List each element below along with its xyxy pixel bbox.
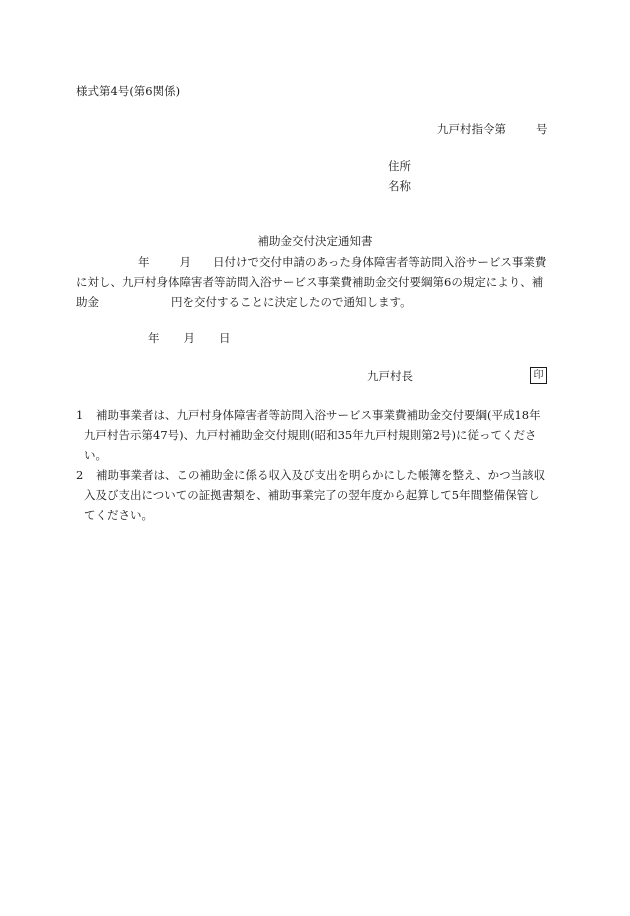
issuer-name: 九戸村長 bbox=[367, 369, 413, 383]
note-line: 補助事業者は、この補助金に係る収入及び支出を明らかにした帳簿を整え、かつ当該収 bbox=[96, 468, 546, 482]
document-title: 補助金交付決定通知書 bbox=[257, 234, 373, 248]
notes-list bbox=[76, 405, 560, 525]
body-line-2: に対し、九戸村身体障害者等訪問入浴サービス事業費補助金交付要綱第6の規定により、補 bbox=[76, 275, 544, 289]
body-line-3-start: 助金 bbox=[76, 295, 99, 309]
date-month: 月 bbox=[183, 331, 195, 345]
body-year: 年 bbox=[138, 255, 150, 269]
notice-body bbox=[76, 252, 556, 312]
seal-mark: 印 bbox=[530, 367, 547, 384]
note-line: 補助事業者は、九戸村身体障害者等訪問入浴サービス事業費補助金交付要綱(平成18年 bbox=[96, 408, 541, 422]
body-line-3-text: 円を交付することに決定したので通知します。 bbox=[171, 295, 412, 309]
body-month: 月 bbox=[179, 255, 191, 269]
note-line: 入及び支出についての証拠書類を、補助事業完了の翌年度から起算して5年間整備保管し bbox=[84, 488, 540, 502]
note-item bbox=[76, 465, 560, 525]
date-year: 年 bbox=[148, 331, 160, 345]
note-line: い。 bbox=[84, 448, 107, 462]
notice-number-suffix: 号 bbox=[536, 122, 548, 136]
name-label: 名称 bbox=[388, 179, 411, 193]
form-number: 様式第4号(第6関係) bbox=[76, 84, 181, 98]
body-line-3 bbox=[76, 292, 556, 312]
note-line: てください。 bbox=[84, 508, 153, 522]
note-text bbox=[84, 465, 560, 525]
date-day: 日 bbox=[219, 331, 231, 345]
note-number: 1 bbox=[76, 408, 84, 422]
notice-number bbox=[437, 121, 548, 137]
notice-number-prefix: 九戸村指令第 bbox=[437, 122, 506, 136]
date-row bbox=[148, 330, 231, 346]
address-label: 住所 bbox=[388, 159, 411, 173]
note-line: 九戸村告示第47号)、九戸村補助金交付規則(昭和35年九戸村規則第2号)に従ってくださ bbox=[84, 428, 537, 442]
note-text bbox=[84, 405, 560, 465]
body-line-1-text: 日付けで交付申請のあった身体障害者等訪問入浴サービス事業費 bbox=[213, 255, 547, 269]
note-item bbox=[76, 405, 560, 465]
body-line-1 bbox=[76, 252, 556, 272]
note-number: 2 bbox=[76, 468, 84, 482]
